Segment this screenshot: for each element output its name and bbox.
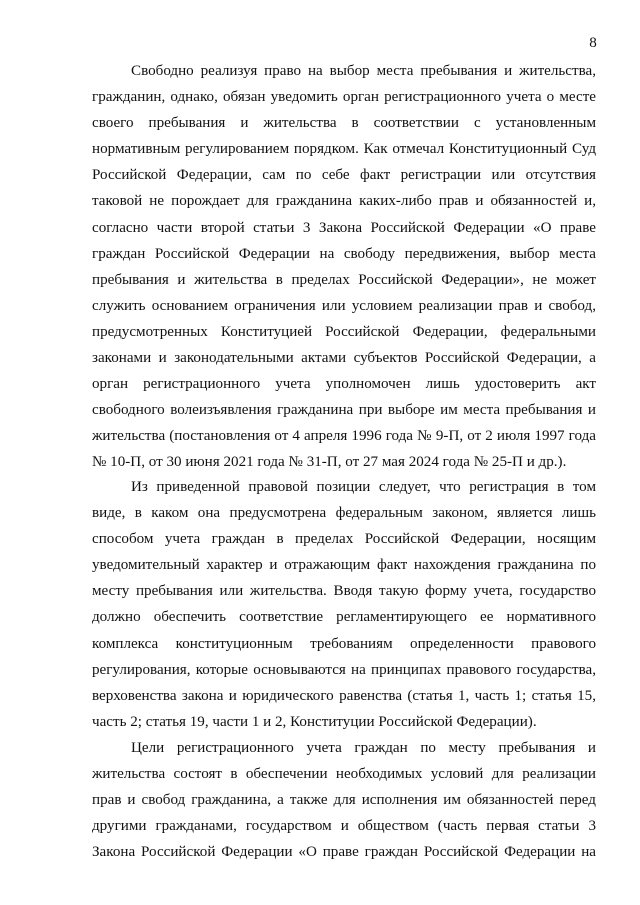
page-number: 8 xyxy=(589,35,597,51)
text-line: Российской Федерации, сам по себе факт регистрации или отсутствия xyxy=(92,167,596,184)
text-line: комплекса конституционным требованиям определенности правового xyxy=(92,635,596,652)
text-line: должно обеспечить соответствие регламентирующего ее нормативного xyxy=(92,609,596,626)
text-line: Свободно реализуя право на выбор места пребывания и жительства, xyxy=(131,63,596,79)
text-line: своего пребывания и жительства в соответствии с установленным xyxy=(92,115,596,132)
text-line: прав и свобод гражданина, а также для исполнения им обязанностей перед xyxy=(92,792,596,809)
text-line: месту пребывания или жительства. Вводя такую форму учета, государство xyxy=(92,583,596,600)
text-line: часть 2; статья 19, части 1 и 2, Конституции Российской Федерации). xyxy=(92,713,537,730)
paragraph-3 xyxy=(92,735,596,865)
text-line: другими гражданами, государством и обществом (часть первая статьи 3 xyxy=(92,818,596,835)
text-line: предусмотренных Конституцией Российской Федерации, федеральными xyxy=(92,323,596,340)
text-line: способом учета граждан в пределах Российской Федерации, носящим xyxy=(92,531,596,548)
paragraph-2 xyxy=(92,474,596,735)
text-line: № 10-П, от 30 июня 2021 года № 31-П, от 27 мая 2024 года № 25-П и др.). xyxy=(92,454,567,471)
text-line: регулирования, которые основываются на принципах правового государства, xyxy=(92,661,596,678)
text-line: таковой не порождает для гражданина каких-либо прав и обязанностей и, xyxy=(92,193,596,210)
text-line: Из приведенной правовой позиции следует, что регистрация в том xyxy=(131,479,596,495)
text-line: уведомительный характер и отражающим факт нахождения гражданина по xyxy=(92,557,596,574)
text-line: жительства (постановления от 4 апреля 1996 года № 9-П, от 2 июля 1997 года xyxy=(92,428,596,445)
text-line: служить основанием ограничения или условием реализации прав и свобод, xyxy=(92,297,596,314)
paragraph-1 xyxy=(92,58,596,476)
text-line: согласно части второй статьи 3 Закона Российской Федерации «О праве xyxy=(92,219,596,236)
text-line: Закона Российской Федерации «О праве граждан Российской Федерации на xyxy=(92,844,596,861)
text-line: свободного волеизъявления гражданина при выборе им места пребывания и xyxy=(92,402,596,419)
text-line: граждан Российской Федерации на свободу передвижения, выбор места xyxy=(92,245,596,262)
text-line: орган регистрационного учета уполномочен лишь удостоверить акт xyxy=(92,376,596,393)
text-line: нормативным регулированием порядком. Как отмечал Конституционный Суд xyxy=(92,141,596,158)
text-line: верховенства закона и юридического равенства (статья 1, часть 1; статья 15, xyxy=(92,687,596,704)
text-line: виде, в каком она предусмотрена федеральным законом, является лишь xyxy=(92,505,596,522)
text-line: гражданин, однако, обязан уведомить орган регистрационного учета о месте xyxy=(92,89,596,106)
text-line: законами и законодательными актами субъектов Российской Федерации, а xyxy=(92,350,596,367)
text-line: жительства состоят в обеспечении необходимых условий для реализации xyxy=(92,766,596,783)
text-line: Цели регистрационного учета граждан по месту пребывания и xyxy=(131,740,596,756)
text-line: пребывания и жительства в пределах Российской Федерации», не может xyxy=(92,271,596,288)
